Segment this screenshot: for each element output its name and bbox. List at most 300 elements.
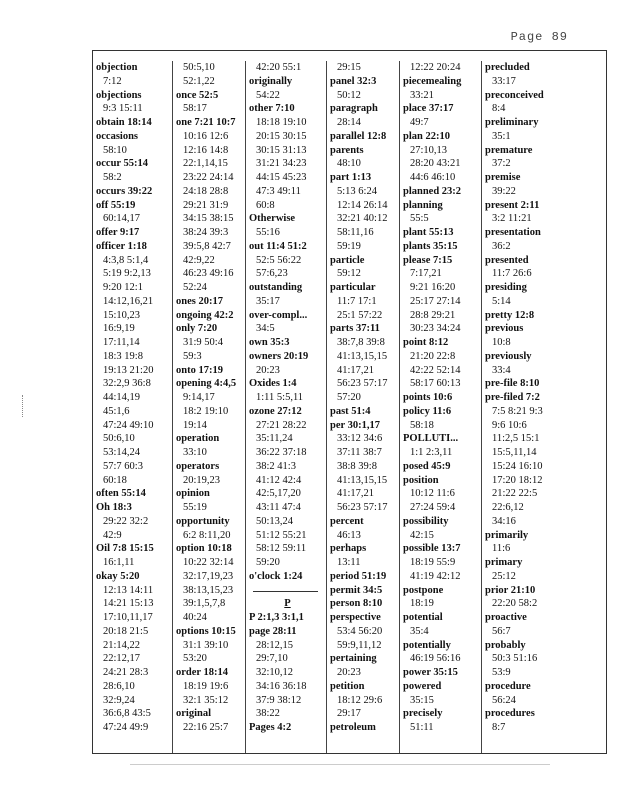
index-reference: 37:9 38:12 xyxy=(256,694,302,706)
index-reference: 15:24 16:10 xyxy=(492,460,543,472)
index-reference: 53:14,24 xyxy=(103,447,141,458)
index-reference: 59:3 xyxy=(183,350,202,362)
index-term: planned 23:2 xyxy=(403,185,462,197)
index-term: planning xyxy=(403,199,443,211)
index-term: Oxides 1:4 xyxy=(249,378,297,390)
index-reference: 6:2 8:11,20 xyxy=(183,529,231,541)
index-term: Otherwise xyxy=(249,213,296,225)
index-reference: 56:23 57:17 xyxy=(337,378,388,390)
index-reference: 37:11 38:7 xyxy=(337,447,382,458)
index-reference: 8:4 xyxy=(492,103,506,115)
index-reference: 42:9 xyxy=(103,529,122,541)
index-reference: 10:22 32:14 xyxy=(183,557,234,568)
index-term: posed 45:9 xyxy=(403,460,451,472)
index-term: petroleum xyxy=(330,722,376,733)
index-term: officer 1:18 xyxy=(96,240,147,252)
index-reference: 8:7 xyxy=(492,722,506,733)
index-reference: 22:16 25:7 xyxy=(183,722,229,733)
index-reference: 32:21 40:12 xyxy=(337,213,388,225)
index-reference: 28:14 xyxy=(337,117,361,128)
index-column-1 xyxy=(93,61,173,753)
index-reference: 28:12,15 xyxy=(256,639,294,651)
page-label: Page 89 xyxy=(510,30,568,44)
index-reference: 44:14,19 xyxy=(103,392,141,403)
index-reference: 12:16 14:8 xyxy=(183,144,229,156)
index-reference: 38:24 39:3 xyxy=(183,227,229,238)
index-reference: 53:20 xyxy=(183,653,207,665)
index-reference: 58:12 59:11 xyxy=(256,543,307,555)
index-reference: 25:12 xyxy=(492,570,516,582)
index-reference: 21:14,22 xyxy=(103,639,141,651)
index-reference: 31:1 39:10 xyxy=(183,639,229,651)
index-reference: 20:23 xyxy=(256,364,280,376)
index-reference: 12:22 20:24 xyxy=(410,62,461,73)
index-term: P 2:1,3 3:1,1 xyxy=(249,612,304,623)
index-reference: 57:20 xyxy=(337,392,361,403)
index-term: place 37:17 xyxy=(403,103,454,115)
index-column-5 xyxy=(400,61,482,753)
index-term: okay 5:20 xyxy=(96,570,140,582)
index-reference: 59:9,11,12 xyxy=(337,639,382,651)
index-reference: 36:2 xyxy=(492,240,511,252)
index-term: percent xyxy=(330,515,364,527)
index-reference: 16:9,19 xyxy=(103,323,135,335)
index-reference: 38:7,8 39:8 xyxy=(337,337,385,348)
index-reference: 58:17 xyxy=(183,103,207,115)
index-term: person 8:10 xyxy=(330,598,383,610)
index-reference: 46:13 xyxy=(337,529,361,541)
index-reference: 19:14 xyxy=(183,419,207,431)
index-column-4 xyxy=(327,61,400,753)
index-term: potential xyxy=(403,612,443,623)
index-term: only 7:20 xyxy=(176,323,218,335)
index-term: parents xyxy=(330,144,364,156)
index-reference: 57:7 60:3 xyxy=(103,460,143,472)
index-term: precisely xyxy=(403,708,443,720)
index-reference: 42:22 52:14 xyxy=(410,364,461,376)
index-reference: 58:11,16 xyxy=(337,227,374,238)
index-reference: 31:9 50:4 xyxy=(183,337,223,348)
index-term: procedure xyxy=(485,680,531,692)
index-reference: 35:17 xyxy=(256,295,280,307)
index-term: part 1:13 xyxy=(330,172,372,183)
index-reference: 23:22 24:14 xyxy=(183,172,234,183)
index-term: present 2:11 xyxy=(485,199,540,211)
index-term: objections xyxy=(96,89,142,101)
index-reference: 58:18 xyxy=(410,419,434,431)
index-reference: 1:11 5:5,11 xyxy=(256,392,304,403)
index-reference: 29:21 31:9 xyxy=(183,199,229,211)
index-reference: 59:20 xyxy=(256,557,280,568)
index-reference: 25:1 57:22 xyxy=(337,309,383,321)
index-term: obtain 18:14 xyxy=(96,117,152,128)
index-reference: 12:13 14:11 xyxy=(103,584,154,596)
index-term: ones 20:17 xyxy=(176,295,223,307)
index-term: offer 9:17 xyxy=(96,227,140,238)
index-term: operators xyxy=(176,460,220,472)
index-reference: 52:1,22 xyxy=(183,75,215,87)
index-term: previous xyxy=(485,323,524,335)
index-reference: 60:14,17 xyxy=(103,213,141,225)
index-reference: 56:7 xyxy=(492,625,511,637)
index-term: other 7:10 xyxy=(249,103,295,115)
index-reference: 32:10,12 xyxy=(256,667,294,678)
index-term: occurs 39:22 xyxy=(96,185,153,197)
index-term: page 28:11 xyxy=(249,625,297,637)
index-reference: 7:5 8:21 9:3 xyxy=(492,405,543,417)
index-reference: 47:3 49:11 xyxy=(256,185,301,197)
index-reference: 58:2 xyxy=(103,172,122,183)
index-reference: 38:8 39:8 xyxy=(337,460,377,472)
index-term: ozone 27:12 xyxy=(249,405,302,417)
margin-mark xyxy=(22,395,27,417)
index-reference: 42:5,17,20 xyxy=(256,488,301,500)
index-column-3 xyxy=(246,61,327,753)
index-term: piecemealing xyxy=(403,75,462,87)
index-reference: 41:17,21 xyxy=(337,364,375,376)
index-reference: 53:9 xyxy=(492,667,511,678)
index-reference: 43:11 47:4 xyxy=(256,502,301,513)
index-reference: 41:17,21 xyxy=(337,488,375,500)
index-term: option 10:18 xyxy=(176,543,232,555)
index-frame xyxy=(92,50,607,754)
index-reference: 34:5 xyxy=(256,323,275,335)
index-reference: 11:7 26:6 xyxy=(492,268,532,280)
index-reference: 30:15 31:13 xyxy=(256,144,307,156)
index-reference: 54:22 xyxy=(256,89,280,101)
index-reference: 20:18 21:5 xyxy=(103,625,149,637)
index-reference: 17:20 18:12 xyxy=(492,474,543,486)
index-reference: 49:7 xyxy=(410,117,429,128)
index-term: originally xyxy=(249,75,293,87)
index-reference: 21:20 22:8 xyxy=(410,350,456,362)
index-reference: 9:3 15:11 xyxy=(103,103,143,115)
index-reference: 9:14,17 xyxy=(183,392,215,403)
index-term: onto 17:19 xyxy=(176,364,223,376)
index-reference: 18:19 19:6 xyxy=(183,680,229,692)
index-term: perhaps xyxy=(330,543,367,555)
index-reference: 20:23 xyxy=(337,667,361,678)
index-term: ongoing 42:2 xyxy=(176,309,234,321)
index-term: position xyxy=(403,474,439,486)
index-reference: 52:5 56:22 xyxy=(256,254,302,266)
index-reference: 10:8 xyxy=(492,337,511,348)
index-term: policy 11:6 xyxy=(403,405,452,417)
index-term: objection xyxy=(96,62,138,73)
index-reference: 55:19 xyxy=(183,502,207,513)
index-reference: 39:22 xyxy=(492,185,516,197)
index-reference: 14:21 15:13 xyxy=(103,598,154,610)
index-reference: 13:11 xyxy=(337,557,361,568)
index-reference: 35:4 xyxy=(410,625,429,637)
section-letter: P xyxy=(284,598,291,610)
index-term: possible 13:7 xyxy=(403,543,461,555)
index-reference: 18:19 55:9 xyxy=(410,557,456,568)
index-term: Oh 18:3 xyxy=(96,502,132,513)
index-reference: 41:13,15,15 xyxy=(337,350,388,362)
index-reference: 55:5 xyxy=(410,213,429,225)
index-term: often 55:14 xyxy=(96,488,146,500)
index-reference: 53:4 56:20 xyxy=(337,625,383,637)
index-reference: 32:1 35:12 xyxy=(183,694,229,706)
index-reference: 41:12 42:4 xyxy=(256,474,302,486)
index-reference: 10:12 11:6 xyxy=(410,488,455,500)
index-term: o'clock 1:24 xyxy=(249,570,303,582)
index-reference: 33:21 xyxy=(410,89,434,101)
index-reference: 32:17,19,23 xyxy=(183,570,234,582)
index-reference: 46:19 56:16 xyxy=(410,653,461,665)
index-term: past 51:4 xyxy=(330,405,371,417)
index-reference: 28:8 29:21 xyxy=(410,309,456,321)
index-reference: 34:15 38:15 xyxy=(183,213,234,225)
index-term: powered xyxy=(403,680,442,692)
index-reference: 5:13 6:24 xyxy=(337,185,377,197)
index-reference: 11:2,5 15:1 xyxy=(492,433,540,445)
index-term: Oil 7:8 15:15 xyxy=(96,543,154,555)
index-term: prior 21:10 xyxy=(485,584,536,596)
index-reference: 58:10 xyxy=(103,144,127,156)
index-term: plants 35:15 xyxy=(403,240,458,252)
index-reference: 39:5,8 42:7 xyxy=(183,240,231,252)
index-reference: 18:19 xyxy=(410,598,434,610)
index-term: presentation xyxy=(485,227,541,238)
index-term: power 35:15 xyxy=(403,667,458,678)
index-reference: 18:3 19:8 xyxy=(103,350,143,362)
index-term: one 7:21 10:7 xyxy=(176,117,236,128)
index-reference: 59:12 xyxy=(337,268,361,280)
index-term: once 52:5 xyxy=(176,89,219,101)
index-term: perspective xyxy=(330,612,381,623)
index-reference: 44:15 45:23 xyxy=(256,172,307,183)
index-reference: 50:5,10 xyxy=(183,62,215,73)
index-reference: 24:18 28:8 xyxy=(183,185,229,197)
index-reference: 7:12 xyxy=(103,75,122,87)
index-reference: 32:9,24 xyxy=(103,694,135,706)
index-term: plan 22:10 xyxy=(403,130,450,142)
index-term: primary xyxy=(485,557,523,568)
index-reference: 17:11,14 xyxy=(103,337,140,348)
index-term: paragraph xyxy=(330,103,378,115)
index-term: precluded xyxy=(485,62,530,73)
index-term: parts 37:11 xyxy=(330,323,380,335)
index-reference: 60:8 xyxy=(256,199,275,211)
index-reference: 45:1,6 xyxy=(103,405,130,417)
index-reference: 38:13,15,23 xyxy=(183,584,234,596)
index-reference: 35:1 xyxy=(492,130,511,142)
index-term: pre-file 8:10 xyxy=(485,378,540,390)
index-reference: 34:16 xyxy=(492,515,516,527)
index-reference: 10:16 12:6 xyxy=(183,130,229,142)
index-reference: 47:24 49:10 xyxy=(103,419,154,431)
index-reference: 27:10,13 xyxy=(410,144,448,156)
index-reference: 27:24 59:4 xyxy=(410,502,456,513)
index-reference: 55:16 xyxy=(256,227,280,238)
index-reference: 5:19 9:2,13 xyxy=(103,268,151,280)
index-reference: 50:12 xyxy=(337,89,361,101)
index-reference: 9:20 12:1 xyxy=(103,282,143,293)
index-reference: 46:23 49:16 xyxy=(183,268,234,280)
index-reference: 29:7,10 xyxy=(256,653,288,665)
index-reference: 47:24 49:9 xyxy=(103,722,149,733)
index-term: pre-filed 7:2 xyxy=(485,392,540,403)
index-reference: 41:13,15,15 xyxy=(337,474,388,486)
index-term: owners 20:19 xyxy=(249,350,309,362)
index-reference: 9:6 10:6 xyxy=(492,419,527,431)
index-reference: 35:15 xyxy=(410,694,434,706)
index-term: operation xyxy=(176,433,220,445)
index-reference: 15:5,11,14 xyxy=(492,447,537,458)
footer-rule xyxy=(130,764,550,765)
index-reference: 7:17,21 xyxy=(410,268,442,280)
index-reference: 15:10,23 xyxy=(103,309,141,321)
index-reference: 21:22 22:5 xyxy=(492,488,538,500)
index-term: pertaining xyxy=(330,653,377,665)
index-reference: 32:2,9 36:8 xyxy=(103,378,151,390)
index-reference: 51:11 xyxy=(410,722,434,733)
index-term: particle xyxy=(330,254,365,266)
index-column-2 xyxy=(173,61,246,753)
index-reference: 51:12 55:21 xyxy=(256,529,307,541)
index-reference: 1:1 2:3,11 xyxy=(410,447,453,458)
index-reference: 4:3,8 5:1,4 xyxy=(103,254,149,266)
index-reference: 5:14 xyxy=(492,295,511,307)
index-reference: 39:1,5,7,8 xyxy=(183,598,226,610)
index-term: presiding xyxy=(485,282,527,293)
index-reference: 9:21 16:20 xyxy=(410,282,456,293)
index-reference: 41:19 42:12 xyxy=(410,570,461,582)
index-reference: 57:6,23 xyxy=(256,268,288,280)
index-reference: 11:6 xyxy=(492,543,511,555)
index-term: points 10:6 xyxy=(403,392,453,403)
index-reference: 16:1,11 xyxy=(103,557,135,568)
index-term: primarily xyxy=(485,529,529,541)
index-reference: 50:3 51:16 xyxy=(492,653,538,665)
index-term: premature xyxy=(485,144,533,156)
index-reference: 34:16 36:18 xyxy=(256,680,307,692)
index-reference: 42:20 55:1 xyxy=(256,62,302,73)
index-term: postpone xyxy=(403,584,444,596)
index-reference: 20:15 30:15 xyxy=(256,130,307,142)
index-reference: 3:2 11:21 xyxy=(492,213,532,225)
index-reference: 18:12 29:6 xyxy=(337,694,383,706)
index-term: please 7:15 xyxy=(403,254,453,266)
index-term: preliminary xyxy=(485,117,539,128)
index-term: proactive xyxy=(485,612,527,623)
index-term: occur 55:14 xyxy=(96,158,149,170)
index-reference: 33:4 xyxy=(492,364,511,376)
index-reference: 40:24 xyxy=(183,612,207,623)
index-term: own 35:3 xyxy=(249,337,290,348)
index-term: outstanding xyxy=(249,282,303,293)
index-reference: 33:10 xyxy=(183,447,207,458)
index-term: period 51:19 xyxy=(330,570,387,582)
index-reference: 31:21 34:23 xyxy=(256,158,307,170)
index-term: possibility xyxy=(403,515,449,527)
index-reference: 35:11,24 xyxy=(256,433,293,445)
index-reference: 17:10,11,17 xyxy=(103,612,153,623)
index-reference: 42:15 xyxy=(410,529,434,541)
index-term: order 18:14 xyxy=(176,667,229,678)
index-reference: 59:19 xyxy=(337,240,361,252)
index-reference: 38:22 xyxy=(256,708,280,720)
index-reference: 19:13 21:20 xyxy=(103,364,154,376)
index-reference: 18:2 19:10 xyxy=(183,405,229,417)
index-term: original xyxy=(176,708,212,720)
index-term: potentially xyxy=(403,639,451,651)
section-divider xyxy=(249,584,326,598)
index-reference: 37:2 xyxy=(492,158,511,170)
index-reference: 33:12 34:6 xyxy=(337,433,383,445)
index-reference: 33:17 xyxy=(492,75,516,87)
index-reference: 29:17 xyxy=(337,708,361,720)
index-reference: 20:19,23 xyxy=(183,474,221,486)
index-reference: 44:6 46:10 xyxy=(410,172,456,183)
index-term: opening 4:4,5 xyxy=(176,378,237,390)
index-reference: 60:18 xyxy=(103,474,127,486)
index-reference: 22:1,14,15 xyxy=(183,158,228,170)
index-reference: 38:2 41:3 xyxy=(256,460,296,472)
index-reference: 14:12,16,21 xyxy=(103,295,154,307)
index-reference: 42:9,22 xyxy=(183,254,215,266)
index-reference: 25:17 27:14 xyxy=(410,295,461,307)
index-term: off 55:19 xyxy=(96,199,136,211)
index-reference: 50:6,10 xyxy=(103,433,135,445)
index-reference: 29:15 xyxy=(337,62,361,73)
index-term: options 10:15 xyxy=(176,625,236,637)
index-term: previously xyxy=(485,350,532,362)
index-term: plant 55:13 xyxy=(403,227,454,238)
index-term: parallel 12:8 xyxy=(330,130,387,142)
index-reference: 52:24 xyxy=(183,282,207,293)
index-reference: 36:6,8 43:5 xyxy=(103,708,151,720)
index-term: probably xyxy=(485,639,526,651)
index-term: opinion xyxy=(176,488,210,500)
index-reference: 30:23 34:24 xyxy=(410,323,461,335)
index-term: Pages 4:2 xyxy=(249,722,292,733)
index-term: per 30:1,17 xyxy=(330,419,380,431)
index-reference: 12:14 26:14 xyxy=(337,199,388,211)
index-term: occasions xyxy=(96,130,138,142)
index-reference: 28:6,10 xyxy=(103,680,135,692)
index-reference: 22:20 58:2 xyxy=(492,598,538,610)
index-term: out 11:4 51:2 xyxy=(249,240,307,252)
index-reference: 48:10 xyxy=(337,158,361,170)
index-term: panel 32:3 xyxy=(330,75,377,87)
index-term: permit 34:5 xyxy=(330,584,383,596)
index-reference: 56:24 xyxy=(492,694,516,706)
index-term: point 8:12 xyxy=(403,337,449,348)
index-term: preconceived xyxy=(485,89,544,101)
index-term: over-compl... xyxy=(249,309,308,321)
index-reference: 27:21 28:22 xyxy=(256,419,307,431)
index-term: pretty 12:8 xyxy=(485,309,535,321)
index-reference: 22:12,17 xyxy=(103,653,141,665)
index-term: particular xyxy=(330,282,376,293)
index-reference: 58:17 60:13 xyxy=(410,378,461,390)
index-reference: 36:22 37:18 xyxy=(256,447,307,458)
index-term: procedures xyxy=(485,708,535,720)
index-term: POLLUTI... xyxy=(403,433,459,445)
index-reference: 24:21 28:3 xyxy=(103,667,149,678)
index-reference: 18:18 19:10 xyxy=(256,117,307,128)
index-term: petition xyxy=(330,680,365,692)
index-reference: 56:23 57:17 xyxy=(337,502,388,513)
index-reference: 50:13,24 xyxy=(256,515,294,527)
index-term: opportunity xyxy=(176,515,230,527)
index-reference: 22:6,12 xyxy=(492,502,524,513)
index-reference: 11:7 17:1 xyxy=(337,295,377,307)
index-reference: 29:22 32:2 xyxy=(103,515,149,527)
